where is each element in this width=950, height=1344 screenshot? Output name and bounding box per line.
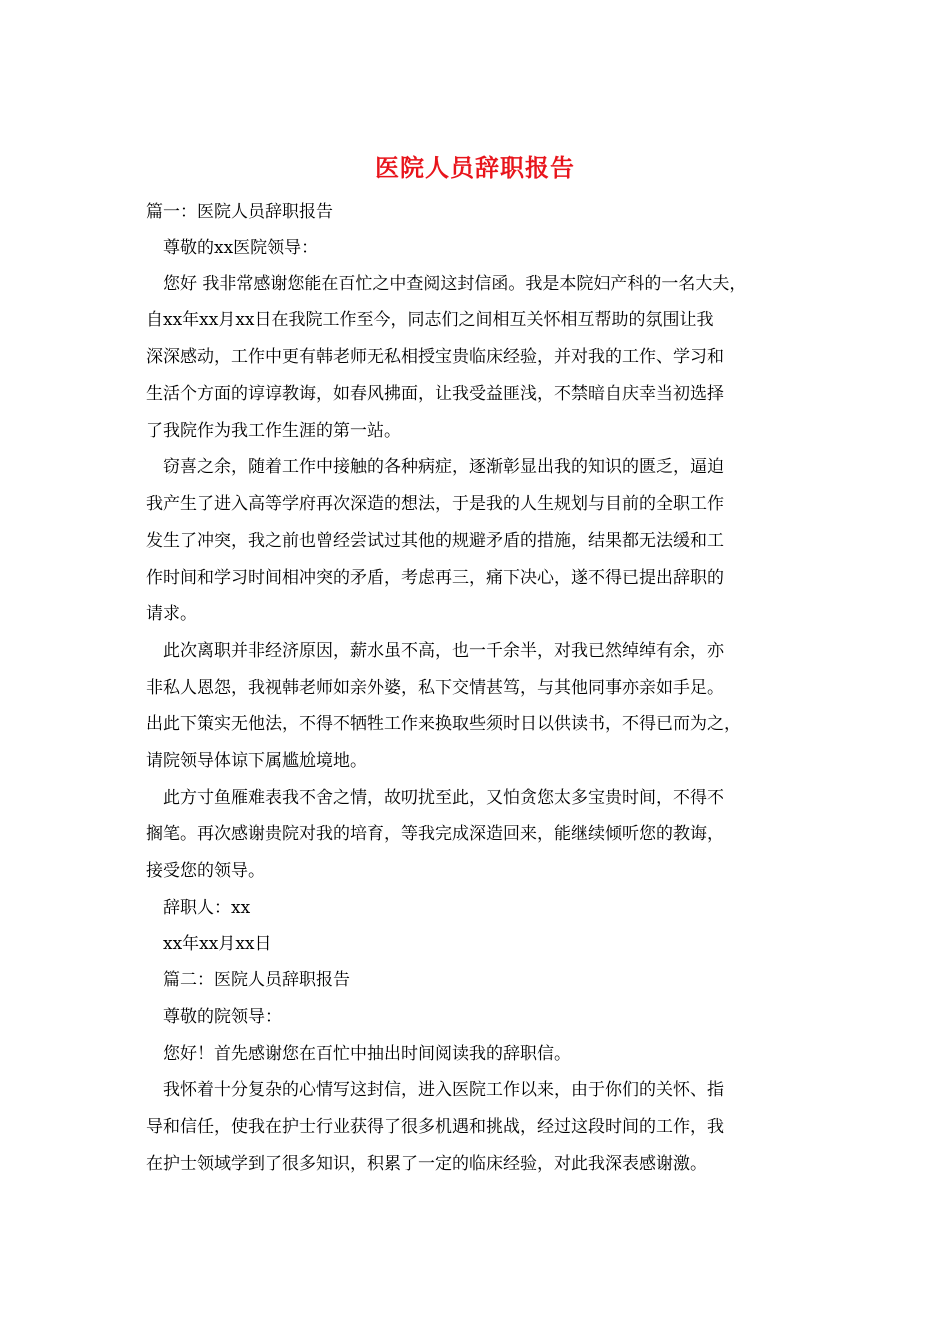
- section-heading-2: 篇二：医院人员辞职报告: [163, 970, 350, 990]
- signature-name: 辞职人：xx: [163, 898, 251, 918]
- paragraph-line: 此次离职并非经济原因，薪水虽不高，也一千余半，对我已然绰绰有余，亦: [163, 641, 724, 661]
- paragraph-line: 导和信任，使我在护士行业获得了很多机遇和挑战，经过这段时间的工作，我: [146, 1117, 724, 1137]
- paragraph-line: 窃喜之余，随着工作中接触的各种病症，逐渐彰显出我的知识的匮乏，逼迫: [163, 457, 724, 477]
- section-heading-1: 篇一：医院人员辞职报告: [146, 202, 333, 222]
- document-title: 医院人员辞职报告: [375, 153, 575, 182]
- paragraph-line: 作时间和学习时间相冲突的矛盾，考虑再三，痛下决心，遂不得已提出辞职的: [146, 568, 724, 588]
- paragraph-line: 了我院作为我工作生涯的第一站。: [146, 421, 401, 441]
- paragraph-line: 接受您的领导。: [146, 861, 265, 881]
- paragraph-line: 我怀着十分复杂的心情写这封信，进入医院工作以来，由于你们的关怀、指: [163, 1080, 724, 1100]
- signature-date: xx年xx月xx日: [163, 934, 272, 954]
- paragraph-line: 请院领导体谅下属尴尬境地。: [146, 751, 367, 771]
- salutation-1: 尊敬的xx医院领导：: [163, 238, 319, 258]
- paragraph-line: 搁笔。再次感谢贵院对我的培育，等我完成深造回来，能继续倾听您的教诲，: [146, 824, 724, 844]
- salutation-2: 尊敬的院领导：: [163, 1007, 282, 1027]
- paragraph-line: 您好！首先感谢您在百忙中抽出时间阅读我的辞职信。: [163, 1044, 571, 1064]
- paragraph-line: 发生了冲突，我之前也曾经尝试过其他的规避矛盾的措施，结果都无法缓和工: [146, 531, 724, 551]
- paragraph-line: 在护士领域学到了很多知识，积累了一定的临床经验，对此我深表感谢激。: [146, 1154, 707, 1174]
- paragraph-line: 深深感动，工作中更有韩老师无私相授宝贵临床经验，并对我的工作、学习和: [146, 347, 724, 367]
- paragraph-line: 自xx年xx月xx日在我院工作至今，同志们之间相互关怀相互帮助的氛围让我: [146, 310, 714, 330]
- paragraph-line: 生活个方面的谆谆教诲，如春风拂面，让我受益匪浅，不禁暗自庆幸当初选择: [146, 384, 724, 404]
- paragraph-line: 此方寸鱼雁难表我不舍之情，故叨扰至此，又怕贪您太多宝贵时间，不得不: [163, 788, 724, 808]
- paragraph-line: 非私人恩怨，我视韩老师如亲外婆，私下交情甚笃，与其他同事亦亲如手足。: [146, 678, 724, 698]
- paragraph-line: 您好 我非常感谢您能在百忙之中查阅这封信函。我是本院妇产科的一名大夫，: [163, 274, 747, 294]
- paragraph-line: 出此下策实无他法，不得不牺牲工作来换取些须时日以供读书，不得已而为之，: [146, 714, 741, 734]
- paragraph-line: 我产生了进入高等学府再次深造的想法，于是我的人生规划与目前的全职工作: [146, 494, 724, 514]
- paragraph-line: 请求。: [146, 604, 197, 624]
